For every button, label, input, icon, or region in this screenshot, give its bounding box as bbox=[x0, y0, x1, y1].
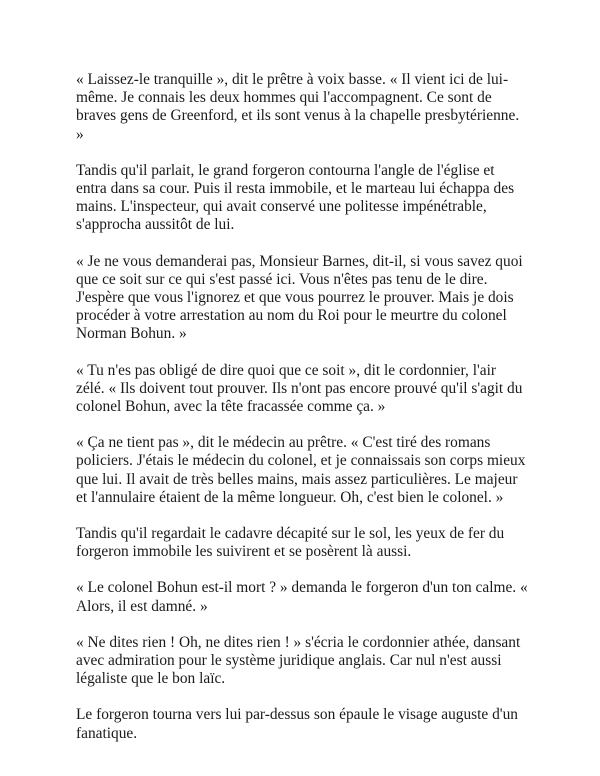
paragraph-9: Le forgeron tourna vers lui par-dessus son épaule le visage auguste d'un fanatique. bbox=[76, 706, 518, 742]
paragraph-7: « Le colonel Bohun est-il mort ? » demanda le forgeron d'un ton calme. « Alors, il est damné. » bbox=[76, 579, 528, 615]
paragraph-8: « Ne dites rien ! Oh, ne dites rien ! » s'écria le cordonnier athée, dansant avec admiration pour le système juridique anglais. Car nul n'est aussi légaliste que le bon laïc. bbox=[76, 633, 521, 688]
paragraph-2: Tandis qu'il parlait, le grand forgeron contourna l'angle de l'église et entra dans sa cour. Puis il resta immobile, et le marteau lui échappa des mains. L'inspecteur, qui avait conservé une politesse impénétrable, s'approcha aussitôt de lui. bbox=[76, 161, 515, 234]
paragraph-3: « Je ne vous demanderai pas, Monsieur Barnes, dit-il, si vous savez quoi que ce soit sur ce qui s'est passé ici. Vous n'êtes pas tenu de le dire. J'espère que vous l'ignorez et que vous pourrez le prouver. Mais je dois procéder à votre arrestation au nom du Roi pour le meurtre du colonel Norman Bohun. » bbox=[76, 252, 523, 343]
paragraph-4: « Tu n'es pas obligé de dire quoi que ce soit », dit le cordonnier, l'air zélé. « Ils doivent tout prouver. Ils n'ont pas encore prouvé qu'il s'agit du colonel Bohun, avec la tête fracassée comme ça. » bbox=[76, 361, 523, 416]
paragraph-6: Tandis qu'il regardait le cadavre décapité sur le sol, les yeux de fer du forgeron immobile les suivirent et se posèrent là aussi. bbox=[76, 525, 505, 561]
text-body bbox=[76, 71, 528, 761]
paragraph-5: « Ça ne tient pas », dit le médecin au prêtre. « C'est tiré des romans policiers. J'étais le médecin du colonel, et je connaissais son corps mieux que lui. Il avait de très belles mains, mais assez particulières. Le majeur et l'annulaire étaient de la même longueur. Oh, c'est bien le colonel. » bbox=[76, 434, 526, 506]
paragraph-1: « Laissez-le tranquille », dit le prêtre à voix basse. « Il vient ici de lui-même. Je connais les deux hommes qui l'accompagnent. Ce sont de braves gens de Greenford, et ils sont venus à la chapelle presbytérienne. » bbox=[76, 71, 520, 143]
